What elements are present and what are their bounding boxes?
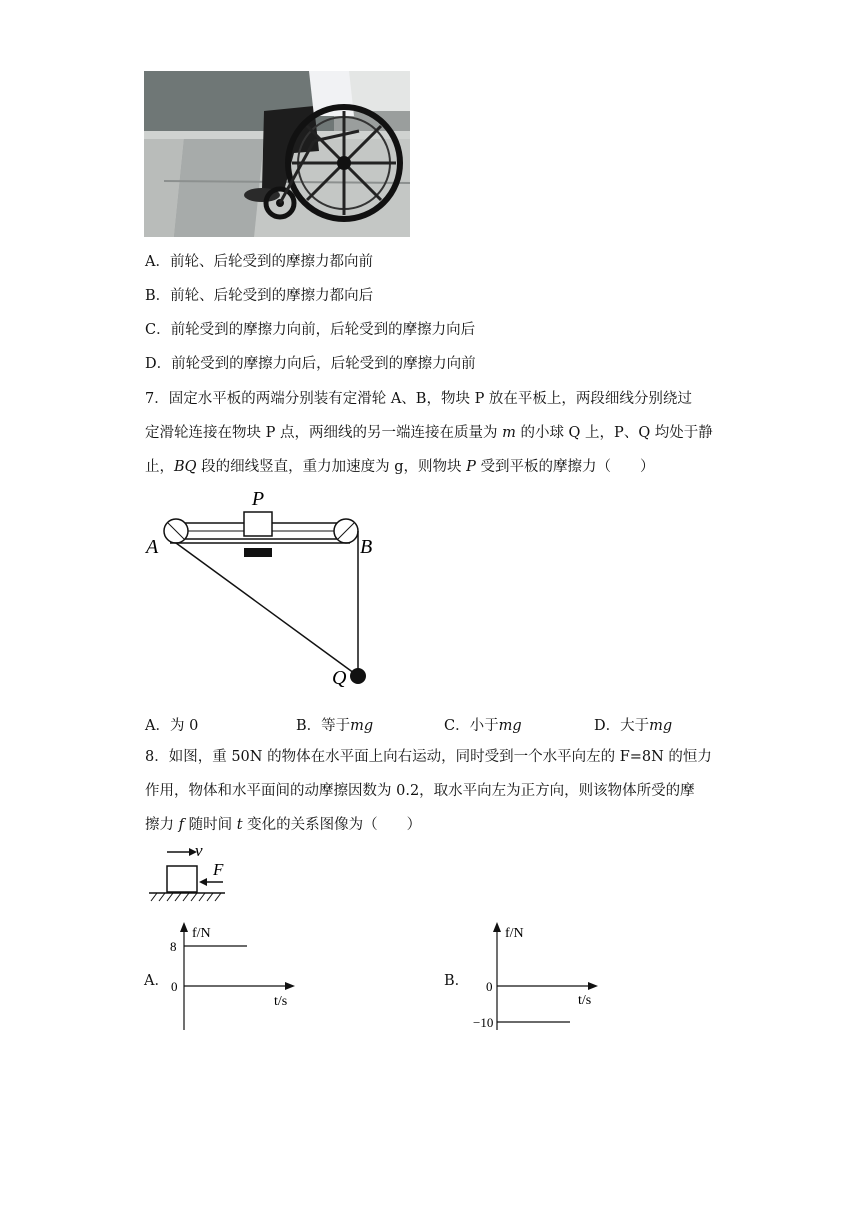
- graph-a: [165, 922, 305, 1034]
- graph-b: [470, 922, 610, 1034]
- graph-a-origin: 0: [171, 979, 178, 994]
- q8-stem-line2: 作用，物体和水平面间的动摩擦因数为 0.2，取水平向左为正方向，则该物体所受的摩: [145, 783, 695, 799]
- label-a: A: [146, 536, 159, 558]
- wheelchair-photo: [144, 71, 410, 237]
- q7-stem-line2: 定滑轮连接在物块 P 点，两细线的另一端连接在质量为 m 的小球 Q 上，P、Q 均处于静: [145, 425, 713, 441]
- q8-stem-line1: 8．如图，重 50N 的物体在水平面上向右运动，同时受到一个水平向左的 F=8N 的恒力: [145, 749, 712, 765]
- q7-pulley-figure: [140, 485, 380, 695]
- graph-b-ylabel: f/N: [505, 926, 524, 941]
- graph-b-option-label: B．: [444, 973, 470, 989]
- q6-option-a: A．前轮、后轮受到的摩擦力都向前: [145, 254, 373, 270]
- label-p: P: [251, 488, 265, 510]
- q8-stem-line3: 擦力 f 随时间 t 变化的关系图像为（ ）: [145, 817, 422, 833]
- q6-option-d: D．前轮受到的摩擦力向后，后轮受到的摩擦力向前: [145, 356, 476, 372]
- q7-stem-line1: 7．固定水平板的两端分别装有定滑轮 A、B，物块 P 放在平板上，两段细线分别绕过: [145, 391, 692, 407]
- q6-option-b: B．前轮、后轮受到的摩擦力都向后: [145, 288, 374, 304]
- q7-option-a: A．为 0: [145, 718, 199, 734]
- q7-option-b: B．等于mg: [296, 718, 374, 734]
- graph-a-xlabel: t/s: [274, 994, 288, 1009]
- graph-a-ylabel: f/N: [192, 926, 211, 941]
- q7-stem-line3: 止，BQ 段的细线竖直，重力加速度为 g，则物块 P 受到平板的摩擦力（ ）: [145, 459, 655, 475]
- label-q: Q: [332, 667, 347, 689]
- graph-b-xlabel: t/s: [578, 993, 592, 1008]
- q6-option-c: C．前轮受到的摩擦力向前，后轮受到的摩擦力向后: [145, 322, 476, 338]
- q7-option-c: C．小于mg: [444, 718, 522, 734]
- q8-block-figure: [145, 840, 245, 910]
- graph-a-option-label: A．: [144, 973, 169, 989]
- graph-a-tick-8: 8: [170, 939, 177, 954]
- force-label: F: [213, 860, 224, 879]
- q7-option-d: D．大于mg: [594, 718, 673, 734]
- velocity-label: v: [195, 841, 203, 860]
- graph-b-tick-neg10: −10: [473, 1015, 494, 1030]
- graph-b-origin: 0: [486, 979, 493, 994]
- label-b: B: [360, 536, 373, 558]
